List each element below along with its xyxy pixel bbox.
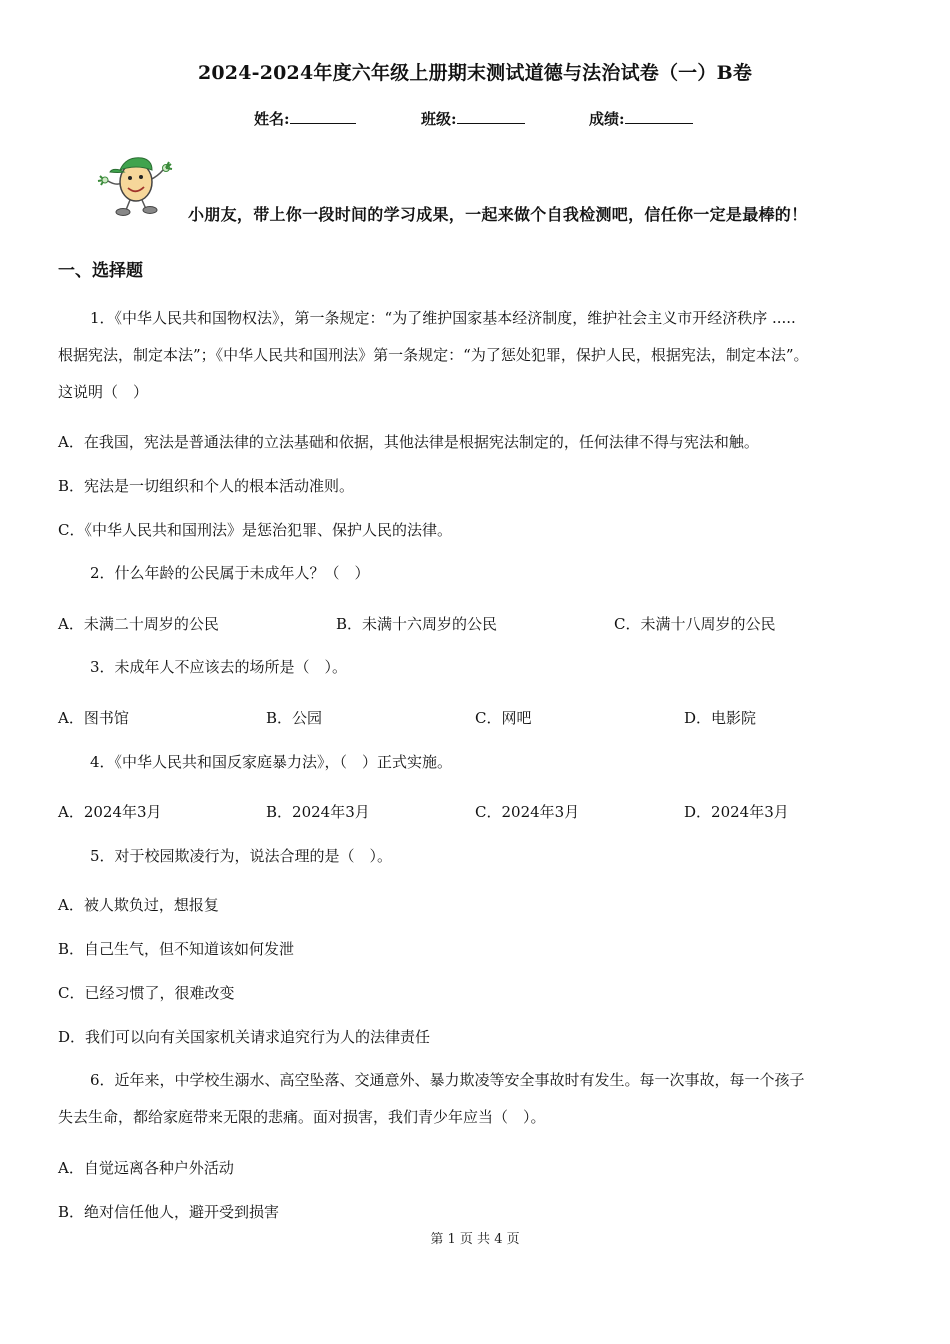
- question-4-option-a: A．2024年3月: [58, 803, 162, 821]
- question-5-option-a: A．被人欺负过，想报复: [58, 896, 219, 914]
- section-title: 一、选择题: [58, 261, 143, 281]
- question-4-option-b: B．2024年3月: [266, 803, 370, 821]
- question-4-option-c: C．2024年3月: [475, 803, 580, 821]
- question-5-option-d: D．我们可以向有关国家机关请求追究行为人的法律责任: [58, 1028, 431, 1046]
- question-5-line-1: 5．对于校园欺凌行为，说法合理的是（ ）。: [90, 847, 393, 865]
- question-2-option-a: A．未满二十周岁的公民: [58, 615, 219, 633]
- question-3-option-b: B．公园: [266, 709, 323, 727]
- question-1-line-3: 这说明（ ）: [58, 383, 149, 401]
- score-blank: [625, 107, 693, 124]
- name-field: [254, 107, 356, 129]
- question-4-option-d: D．2024年3月: [684, 803, 789, 821]
- question-5-option-c: C．已经习惯了，很难改变: [58, 984, 235, 1002]
- question-3-option-d: D．电影院: [684, 709, 757, 727]
- question-6-option-b: B．绝对信任他人，避开受到损害: [58, 1203, 280, 1221]
- question-6-line-2: 失去生命，都给家庭带来无限的悲痛。面对损害，我们青少年应当（ ）。: [58, 1108, 546, 1126]
- name-blank: [290, 107, 356, 124]
- class-field: [421, 107, 525, 129]
- encouragement-text: 小朋友，带上你一段时间的学习成果，一起来做个自我检测吧，信任你一定是最棒的！: [188, 205, 808, 224]
- question-1-line-1: 1．《中华人民共和国物权法》，第一条规定：“为了维护国家基本经济制度，维护社会主义市开经济秩序 .....: [90, 309, 796, 327]
- question-6-option-a: A．自觉远离各种户外活动: [58, 1159, 234, 1177]
- question-3-line-1: 3．未成年人不应该去的场所是（ ）。: [90, 658, 348, 676]
- question-1-option-c: C．《中华人民共和国刑法》是惩治犯罪、保护人民的法律。: [58, 521, 452, 539]
- question-5-option-b: B．自己生气，但不知道该如何发泄: [58, 940, 295, 958]
- question-2-option-b: B．未满十六周岁的公民: [336, 615, 498, 633]
- question-2-line-1: 2．什么年龄的公民属于未成年人？（ ）: [90, 564, 370, 582]
- class-label: 班级:: [421, 110, 457, 128]
- question-1-option-a: A．在我国，宪法是普通法律的立法基础和依据，其他法律是根据宪法制定的，任何法律不得与宪法和触。: [58, 433, 759, 451]
- question-2-option-c: C．未满十八周岁的公民: [614, 615, 776, 633]
- question-4-line-1: 4．《中华人民共和国反家庭暴力法》，（ ）正式实施。: [90, 753, 453, 771]
- question-3-option-a: A．图书馆: [58, 709, 129, 727]
- question-3-option-c: C．网吧: [475, 709, 532, 727]
- page-number: 第 1 页 共 4 页: [430, 1232, 520, 1247]
- page-title: 2024-2024年度六年级上册期末测试道德与法治试卷（一）B卷: [197, 62, 753, 84]
- name-label: 姓名:: [254, 110, 290, 128]
- question-1-line-2: 根据宪法，制定本法”；《中华人民共和国刑法》第一条规定：“为了惩处犯罪，保护人民，根据宪法，制定本法”。: [58, 346, 809, 364]
- mascot-icon: [96, 150, 178, 220]
- score-label: 成绩:: [589, 110, 625, 128]
- question-1-option-b: B．宪法是一切组织和个人的根本活动准则。: [58, 477, 355, 495]
- question-6-line-1: 6．近年来，中学校生溺水、高空坠落、交通意外、暴力欺凌等安全事故时有发生。每一次事故，每一个孩子: [90, 1071, 805, 1089]
- class-blank: [457, 107, 525, 124]
- score-field: [589, 107, 693, 129]
